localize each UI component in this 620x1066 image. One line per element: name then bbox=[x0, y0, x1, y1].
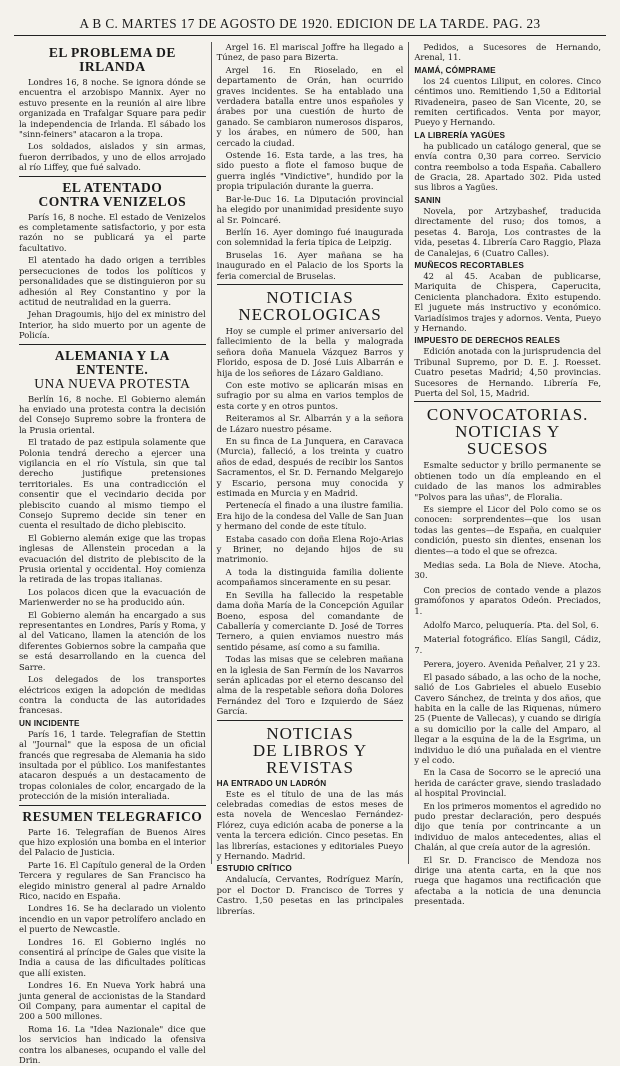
divider bbox=[19, 344, 206, 345]
paragraph: Estaba casado con doña Elena Rojo-Arias y Briner, no dejando hijos de su matrimonio. bbox=[216, 533, 404, 565]
paragraph: Berlín 16, 8 noche. El Gobierno alemán ha enviado una protesta contra la decisión del Consejo Supremo sobre la frontera de la Prusia oriental. bbox=[19, 393, 206, 435]
article-title: DE LIBROS Y REVISTAS bbox=[252, 740, 368, 777]
paragraph: El tratado de paz estipula solamente que Polonia tendrá derecho a ejercer una vigilancia en el río Vístula, sin que tal derecho justifique pretensiones territoriales. Es una contradicción el consentir que el vecindario decida por plebiscito cuando al mismo tiempo el Consejo Supremo decide sin tener en cuenta el resultado de dicho plebiscito. bbox=[19, 437, 206, 531]
paragraph: Material fotográfico. Elías Sangil, Cádiz, 7. bbox=[414, 634, 602, 655]
paragraph: París 16, 1 tarde. Telegrafían de Stettin al "Journal" que la esposa de un oficial francés que regresaba de Alemania ha sido insultada por el público. Los manifestantes atacaron después a un destacamento de tropas coloniales de color, encargado de la protección de la misión interaliada. bbox=[19, 728, 206, 802]
divider bbox=[19, 805, 206, 806]
paragraph: Pedidos, a Sucesores de Hernando, Arenal, 11. bbox=[414, 42, 602, 63]
section-subtitle: MUÑECOS RECORTABLES bbox=[414, 260, 524, 270]
article-title: UNA NUEVA PROTESTA bbox=[34, 375, 191, 391]
paragraph: Los polacos dicen que la evacuación de Marienwerder no se ha producido aún. bbox=[19, 586, 206, 608]
columns bbox=[14, 42, 606, 1066]
paragraph: Berlín 16. Ayer domingo fué inaugurada con solemnidad la feria típica de Leipzig. bbox=[216, 226, 404, 248]
paragraph: París 16, 8 noche. El estado de Venizelos es completamente satisfactorio, y por esta razón no se publicará ya el parte facultativo. bbox=[19, 211, 206, 253]
paragraph: Londres 16. El Gobierno inglés no consentirá al príncipe de Gales que visite la India a causa de las dificultades políticas que allí existen. bbox=[19, 936, 206, 978]
article-title: EL PROBLEMA DE IRLANDA bbox=[48, 45, 176, 74]
article-title: NECROLOGICAS bbox=[238, 304, 382, 324]
article-title: RESUMEN TELEGRAFICO bbox=[22, 808, 203, 824]
paragraph: Londres 16. En Nueva York habrá una junta general de accionistas de la Standard Oil Company, para aumentar el capital de 200 a 500 millones. bbox=[19, 980, 206, 1022]
paragraph: El Gobierno alemán exige que las tropas inglesas de Allenstein procedan a la evacuación del distrito de plebiscito de la Prusia oriental y occidental. Hoy comienza la retirada de las tropas italianas. bbox=[19, 532, 206, 585]
paragraph: Reiteramos al Sr. Albarrán y a la señora de Lázaro nuestro pésame. bbox=[216, 413, 404, 434]
article-title: CONVOCATORIAS. bbox=[426, 405, 589, 425]
divider bbox=[19, 176, 206, 177]
section-subtitle: UN INCIDENTE bbox=[19, 718, 80, 728]
paragraph: Parte 16. Telegrafían de Buenos Aires que hizo explosión una bomba en el interior del Palacio de Justicia. bbox=[19, 826, 206, 858]
paragraph: Novela, por Artzybashef, traducida directamente del ruso; dos tomos, a pesetas 4. Baroja, Los contrastes de la vida, pesetas 4. Librería Caro Raggio, Plaza de Canalejas, 6 (Cuatro Calles). bbox=[414, 205, 602, 258]
paragraph: Londres 16, 8 noche. Se ignora dónde se encuentra el arzobispo Mannix. Ayer no estuvo presente en la reunión al aire libre organizada en Trafalgar Square para pedir la independencia de Irlanda. El sábado los "sinn-feiners" atacaron a la tropa. bbox=[19, 77, 206, 140]
paragraph: Andalucía, Cervantes, Rodríguez Marín, por el Doctor D. Francisco de Torres y Castro. 1,50 pesetas en las principales librerías. bbox=[216, 874, 404, 916]
paragraph: El atentado ha dado origen a terribles persecuciones de todos los políticos y personalidades que se distinguieron por su adhesión al Rey Constantino y por la actitud de neutralidad en la guerra. bbox=[19, 255, 206, 307]
paragraph: Adolfo Marco, peluquería. Pta. del Sol, 6. bbox=[423, 620, 599, 631]
paragraph: En los primeros momentos el agredido no pudo prestar declaración, pero después dijo que tenía por contrincante a un individuo de malos antecedentes, alias el Chalán, al que creía autor de la agresión. bbox=[414, 800, 602, 853]
paragraph: En la Casa de Socorro se le apreció una herida de carácter grave, siendo trasladado al hospital Provincial. bbox=[414, 767, 602, 799]
article-title: NOTICIAS bbox=[266, 287, 354, 307]
section-subtitle: IMPUESTO DE DERECHOS REALES bbox=[414, 336, 561, 346]
article-title: NOTICIAS Y SUCESOS bbox=[455, 422, 561, 459]
paragraph: Argel 16. En Rioselado, en el departamento de Orán, han ocurrido graves incidentes. Se ha entablado una verdadera batalla entre unos españoles y árabes por una cuestión de hurto de ganado. Se cambiaron numerosos disparos, y los árabes, en número de 500, han cercado la ciudad. bbox=[216, 64, 404, 148]
paragraph: 42 al 45. Acaban de publicarse, Mariquita de Chispera, Caperucita, Cenicienta planchadora. Éxito estupendo. El juguete más instructivo y económico. Variadísimos trajes y adornos. Venta, Pueyo y Hernando. bbox=[414, 270, 602, 333]
paragraph: El pasado sábado, a las ocho de la noche, salió de Los Gabrieles el abuelo Eusebio Cavero Sánchez, de treinta y dos años, que habita en la calle de las Riquenas, número 25 (Puente de Vallecas), y cuando se dirigía a su domicilio por la calle del Amparo, al llegar a la esquina de la de la Esgrima, un individuo le dió una puñalada en el vientre y el codo. bbox=[414, 671, 602, 765]
column-1 bbox=[14, 42, 211, 1066]
paragraph: Bruselas 16. Ayer mañana se ha inaugurado en el Palacio de los Sports la feria comercial de Bruselas. bbox=[216, 249, 404, 281]
article-title: NOTICIAS bbox=[266, 723, 354, 743]
divider bbox=[217, 720, 404, 721]
paragraph: los 24 cuentos Liliput, en colores. Cinco céntimos uno. Remitiendo 1,50 a Editorial Rivadeneira, paseo de San Vicente, 20, se remiten certificados. Venta por mayor, Pueyo y Hernando. bbox=[414, 75, 602, 128]
paragraph: ha publicado un catálogo general, que se envía contra 0,30 para correo. Servicio contra reembolso a toda España. Caballero de Gracia, 28. Apartado 302. Pida usted sus libros a Yagües. bbox=[414, 140, 602, 193]
masthead: A B C. MARTES 17 DE AGOSTO DE 1920. EDICION DE LA TARDE. PAG. 23 bbox=[14, 0, 606, 36]
section-subtitle: MAMÁ, CÓMPRAME bbox=[414, 65, 496, 75]
paragraph: Bar-le-Duc 16. La Diputación provincial ha elegido por unanimidad presidente suyo al Sr. Poincaré. bbox=[216, 193, 404, 225]
paragraph: Edición anotada con la jurisprudencia del Tribunal Supremo, por D. E. J. Roesset. Cuatro pesetas Madrid; 4,50 provincias. Sucesores de Hernando. Librería Fe, Puerta del Sol, 15, Madrid. bbox=[414, 346, 602, 398]
column-2 bbox=[211, 42, 409, 916]
paragraph: El Gobierno alemán ha encargado a sus representantes en Londres, París y Roma, y al del Vaticano, llamen la atención de los diferentes Gobiernos sobre la campaña que se está desarrollando en la cuenca del Sarre. bbox=[19, 609, 206, 672]
paragraph: Este es el título de una de las más celebradas comedias de estos meses de esta novela de Wenceslao Fernández-Flórez, cuya edición acaba de ponerse a la venta la tercera edición. Cinco pesetas. En las librerías, estaciones y editoriales Pueyo y Hernando. Madrid. bbox=[216, 788, 404, 861]
section-subtitle: HA ENTRADO UN LADRÓN bbox=[216, 778, 327, 788]
paragraph: Los soldados, aislados y sin armas, fueron derribados, y uno de ellos arrojado al río Liffey, que fué salvado. bbox=[19, 141, 206, 173]
paragraph: Roma 16. La "Idea Nazionale" dice que los servicios han indicado la ofensiva contra los albaneses, ocupando el valle del Drin. bbox=[19, 1023, 206, 1066]
divider bbox=[217, 284, 404, 285]
paragraph: Perera, joyero. Avenida Peñalver, 21 y 23. bbox=[423, 659, 601, 670]
paragraph: Hoy se cumple el primer aniversario del fallecimiento de la bella y malograda señora doña Manuela Vázquez Barros y Florido, esposa de D. José Luis Albarrán e hija de los señores de Lázaro Galdiano. bbox=[216, 325, 404, 378]
article-title: CONTRA VENIZELOS bbox=[38, 193, 187, 209]
divider bbox=[414, 401, 601, 402]
paragraph: A toda la distinguida familia doliente acompañamos sinceramente en su pesar. bbox=[216, 566, 404, 588]
paragraph: Argel 16. El mariscal Joffre ha llegado a Túnez, de paso para Bizerta. bbox=[216, 42, 404, 63]
paragraph: Pertenecía el finado a una ilustre familia. Era hijo de la condesa del Valle de San Juan y hermano del conde de este título. bbox=[216, 500, 404, 532]
section-subtitle: LA LIBRERÍA YAGÜES bbox=[414, 130, 506, 140]
paragraph: El Sr. D. Francisco de Mendoza nos dirige una atenta carta, en la que nos ruega que hagamos una rectificación que afectaba a la noticia de una denuncia presentada. bbox=[414, 854, 602, 907]
paragraph: Todas las misas que se celebren mañana en la iglesia de San Fermín de los Navarros serán aplicadas por el eterno descanso del alma de la respetable señora doña Dolores Fernández del Toro e Izquierdo de Sáez García. bbox=[216, 654, 404, 717]
paragraph: Jehan Dragoumis, hijo del ex ministro del Interior, ha sido muerto por un agente de Policía. bbox=[19, 309, 206, 341]
paragraph: En su finca de La Junquera, en Caravaca (Murcia), falleció, a los treinta y cuatro años de edad, después de recibir los Santos Sacramentos, el Sr. D. Fernando Melgarejo y Escario, persona muy conocida y estimada en Murcia y en Madrid. bbox=[216, 436, 404, 499]
paragraph: Es siempre el Licor del Polo como se os conocen: sorprendentes—que los usan todas las gentes—de España, en cualquier condición, puesto sin dientes, ensenan los dientes—a todo el que se ofrezca. bbox=[414, 504, 602, 556]
paragraph: Con precios de contado vende a plazos gramófonos y aparatos Odeón. Preciados, 1. bbox=[414, 584, 602, 616]
article-title: EL ATENTADO bbox=[62, 179, 163, 195]
paragraph: Parte 16. El Capítulo general de la Orden Tercera y regulares de San Francisco ha elegido ministro general al padre Arnaldo Rico, nacido en España. bbox=[19, 859, 206, 901]
paragraph: Esmalte seductor y brillo permanente se obtienen todo un día empleando en el cuidado de las manos los admirables "Polvos para las uñas", de Floralia. bbox=[414, 460, 602, 502]
paragraph: En Sevilla ha fallecido la respetable dama doña María de la Concepción Aguilar Boeno, esposa del comandante de Caballería y comerciante D. José de Torres Ternero, a quien enviamos nuestro más sentido pésame, así como a su familia. bbox=[216, 589, 404, 652]
paragraph: Con este motivo se aplicarán misas en sufragio por su alma en varios templos de esta corte y en otros puntos. bbox=[216, 379, 404, 411]
paragraph: Londres 16. Se ha declarado un violento incendio en un vapor petrolífero anclado en el puerto de Newcastle. bbox=[19, 903, 206, 935]
section-subtitle: ESTUDIO CRÍTICO bbox=[216, 864, 292, 874]
paragraph: Los delegados de los transportes eléctricos exigen la adopción de medidas contra la conducta de las autoridades francesas. bbox=[19, 674, 206, 716]
column-3 bbox=[408, 42, 606, 907]
paragraph: Ostende 16. Esta tarde, a las tres, ha sido puesto a flote el famoso buque de guerra inglés "Vindictive", hundido por la propia tripulación durante la guerra. bbox=[216, 150, 404, 192]
article-title: ALEMANIA Y LA ENTENTE. bbox=[54, 347, 170, 377]
section-subtitle: SANIN bbox=[414, 195, 441, 205]
paragraph: Medias seda. La Bola de Nieve. Atocha, 30. bbox=[414, 560, 602, 581]
